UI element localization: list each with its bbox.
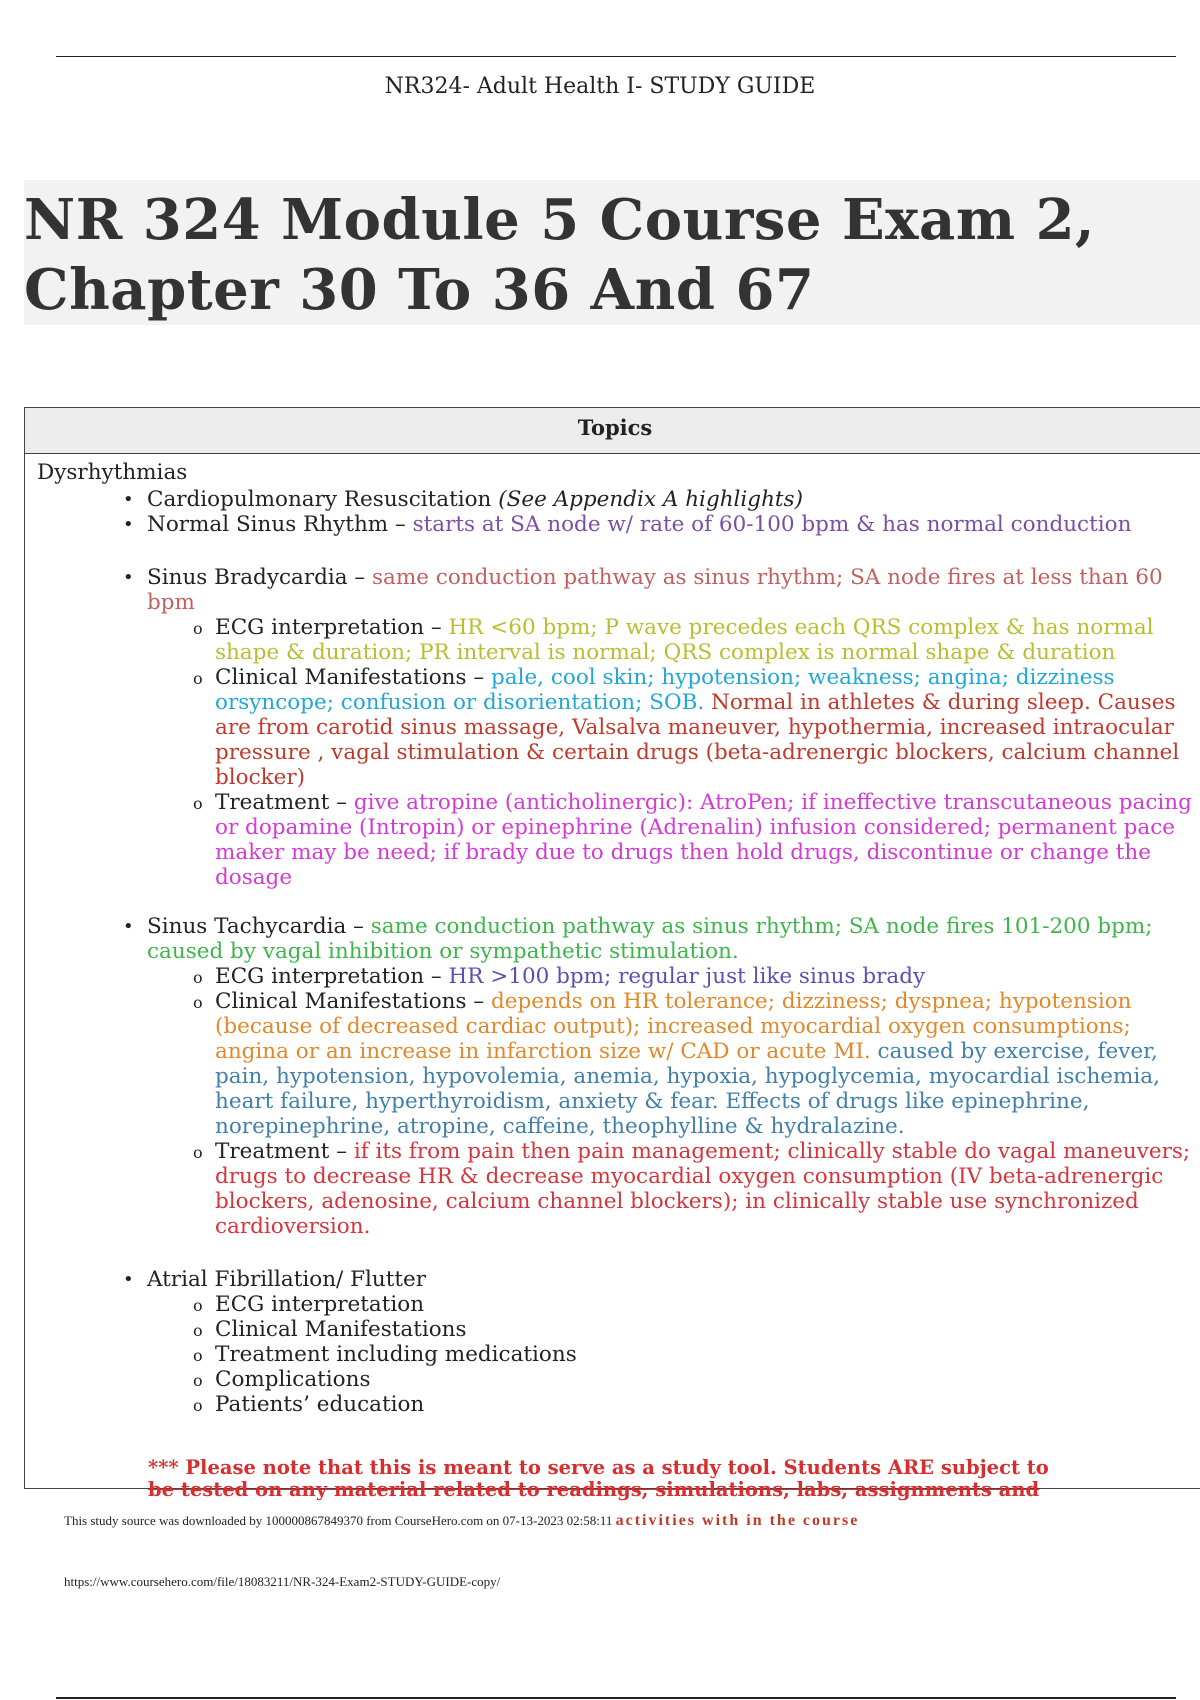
sub-item: o Clinical Manifestations xyxy=(193,1317,467,1342)
bottom-rule xyxy=(56,1697,1176,1699)
topic-list xyxy=(37,487,1200,1417)
circle-bullet-icon: o xyxy=(193,669,203,688)
sub-item: o Clinical Manifestations – pale, cool skin; hypotension; weakness; angina; dizziness orsyncope; confusion or disorientation; SOB. Normal in athletes & during sleep. Causes are from carotid sinus massage, Valsalva maneuver, hypothermia, increased intraocular pressure , vagal stimulation & certain drugs (beta-adrenergic blockers, calcium channel blocker) xyxy=(193,665,1180,790)
page-title: NR 324 Module 5 Course Exam 2, Chapter 30 To 36 And 67 xyxy=(24,187,1096,323)
circle-bullet-icon: o xyxy=(193,993,203,1012)
sub-item: o Complications xyxy=(193,1367,371,1392)
circle-bullet-icon: o xyxy=(193,619,203,638)
footer-url[interactable]: https://www.coursehero.com/file/18083211/NR-324-Exam2-STUDY-GUIDE-copy/ xyxy=(64,1574,501,1589)
circle-bullet-icon: o xyxy=(193,968,203,987)
sub-item: o Treatment – give atropine (anticholinergic): AtroPen; if ineffective transcutaneous pacing or dopamine (Intropin) or epinephrine (Adrenalin) infusion considered; permanent pace maker may be need; if brady due to drugs then hold drugs, discontinue or change the dosage xyxy=(193,790,1192,890)
sub-list xyxy=(147,964,1200,1239)
bullet-icon: • xyxy=(123,514,134,535)
bullet-icon: • xyxy=(123,567,134,588)
list-item: • Sinus Bradycardia – same conduction pathway as sinus rhythm; SA node fires at less than 60 bpm o ECG interpretation – HR <60 bpm; P wave precedes each QRS complex & has normal shape & duration; PR interval is normal; QRS complex is normal shape & duration o Clinical Manifestations – pale, cool skin; hypotension; weakness; angina; dizziness orsyncope; confusion or disorientation; SOB. Normal in athletes & during sleep. Causes are from carotid sinus massage, Valsalva maneuver, hypothermia, increased intraocular pressure , vagal stimulation & certain drugs (beta-adrenergic blockers, calcium channel blocker) o Treatment – give atropine (anticholinergic): AtroPen; if ineffective transcutaneous pacing or dopamine (Intropin) or epinephrine (Adrenalin) infusion considered; permanent pace maker may be need; if brady due to drugs then hold drugs, discontinue or change the dosage xyxy=(37,565,1200,890)
sub-item: o Clinical Manifestations – depends on HR tolerance; dizziness; dyspnea; hypotension (because of decreased cardiac output); increased myocardial oxygen consumptions; angina or an increase in infarction size w/ CAD or acute MI. caused by exercise, fever, pain, hypotension, hypovolemia, anemia, hypoxia, hypoglycemia, myocardial ischemia, heart failure, hyperthyroidism, anxiety & fear. Effects of drugs like epinephrine, norepinephrine, atropine, caffeine, theophylline & hydralazine. xyxy=(193,989,1160,1139)
circle-bullet-icon: o xyxy=(193,1371,203,1390)
sub-item: o Treatment including medications xyxy=(193,1342,577,1367)
footer-source: This study source was downloaded by 100000867849370 from CourseHero.com on 07-13-2023 02:58:11 activities with in the course xyxy=(64,1512,860,1529)
sub-list xyxy=(147,1292,1200,1417)
circle-bullet-icon: o xyxy=(193,1321,203,1340)
circle-bullet-icon: o xyxy=(193,1143,203,1162)
list-item: • Cardiopulmonary Resuscitation (See Appendix A highlights) xyxy=(123,487,803,512)
sub-item: o ECG interpretation – HR <60 bpm; P wave precedes each QRS complex & has normal shape & duration; PR interval is normal; QRS complex is normal shape & duration xyxy=(193,615,1154,665)
list-item: • Sinus Tachycardia – same conduction pathway as sinus rhythm; SA node fires 101-200 bpm; caused by vagal inhibition or sympathetic stimulation. o ECG interpretation – HR >100 bpm; regular just like sinus brady o Clinical Manifestations – depends on HR tolerance; dizziness; dyspnea; hypotension (because of decreased cardiac output); increased myocardial oxygen consumptions; angina or an increase in infarction size w/ CAD or acute MI. caused by exercise, fever, pain, hypotension, hypovolemia, anemia, hypoxia, hypoglycemia, myocardial ischemia, heart failure, hyperthyroidism, anxiety & fear. Effects of drugs like epinephrine, norepinephrine, atropine, caffeine, theophylline & hydralazine. o Treatment – if its from pain then pain management; clinically stable do vagal maneuvers; drugs to decrease HR & decrease myocardial oxygen consumption (IV beta-adrenergic blockers, adenosine, calcium channel blockers); in clinically stable use synchronized cardioversion. xyxy=(37,914,1200,1239)
bullet-icon: • xyxy=(123,1269,134,1290)
list-item: • Atrial Fibrillation/ Flutter o ECG interpretation o Clinical Manifestations o Treatment including medications o Complications o Patients’ education xyxy=(37,1267,1200,1417)
study-tool-note: *** Please note that this is meant to serve as a study tool. Students ARE subject to be tested on any material related to readings, simulations, labs, assignments and xyxy=(148,1456,1049,1501)
running-head: NR324- Adult Health I- STUDY GUIDE xyxy=(384,74,816,99)
bullet-icon: • xyxy=(123,489,134,510)
sub-item: o ECG interpretation – HR >100 bpm; regular just like sinus brady xyxy=(193,964,926,989)
bullet-icon: • xyxy=(123,916,134,937)
topics-header: Topics xyxy=(25,408,1200,454)
top-rule xyxy=(56,56,1176,57)
sub-item: o Treatment – if its from pain then pain management; clinically stable do vagal maneuvers; drugs to decrease HR & decrease myocardial oxygen consumption (IV beta-adrenergic blockers, adenosine, calcium channel blockers); in clinically stable use synchronized cardioversion. xyxy=(193,1139,1191,1239)
sub-item: o Patients’ education xyxy=(193,1392,425,1417)
circle-bullet-icon: o xyxy=(193,1346,203,1365)
topics-table xyxy=(24,407,1200,1489)
topics-content xyxy=(25,454,1200,1417)
circle-bullet-icon: o xyxy=(193,1296,203,1315)
sub-list xyxy=(147,615,1200,890)
circle-bullet-icon: o xyxy=(193,794,203,813)
section-title: Dysrhythmias xyxy=(37,460,188,485)
circle-bullet-icon: o xyxy=(193,1396,203,1415)
sub-item: o ECG interpretation xyxy=(193,1292,425,1317)
list-item: • Normal Sinus Rhythm – starts at SA node w/ rate of 60-100 bpm & has normal conduction xyxy=(123,512,1132,537)
